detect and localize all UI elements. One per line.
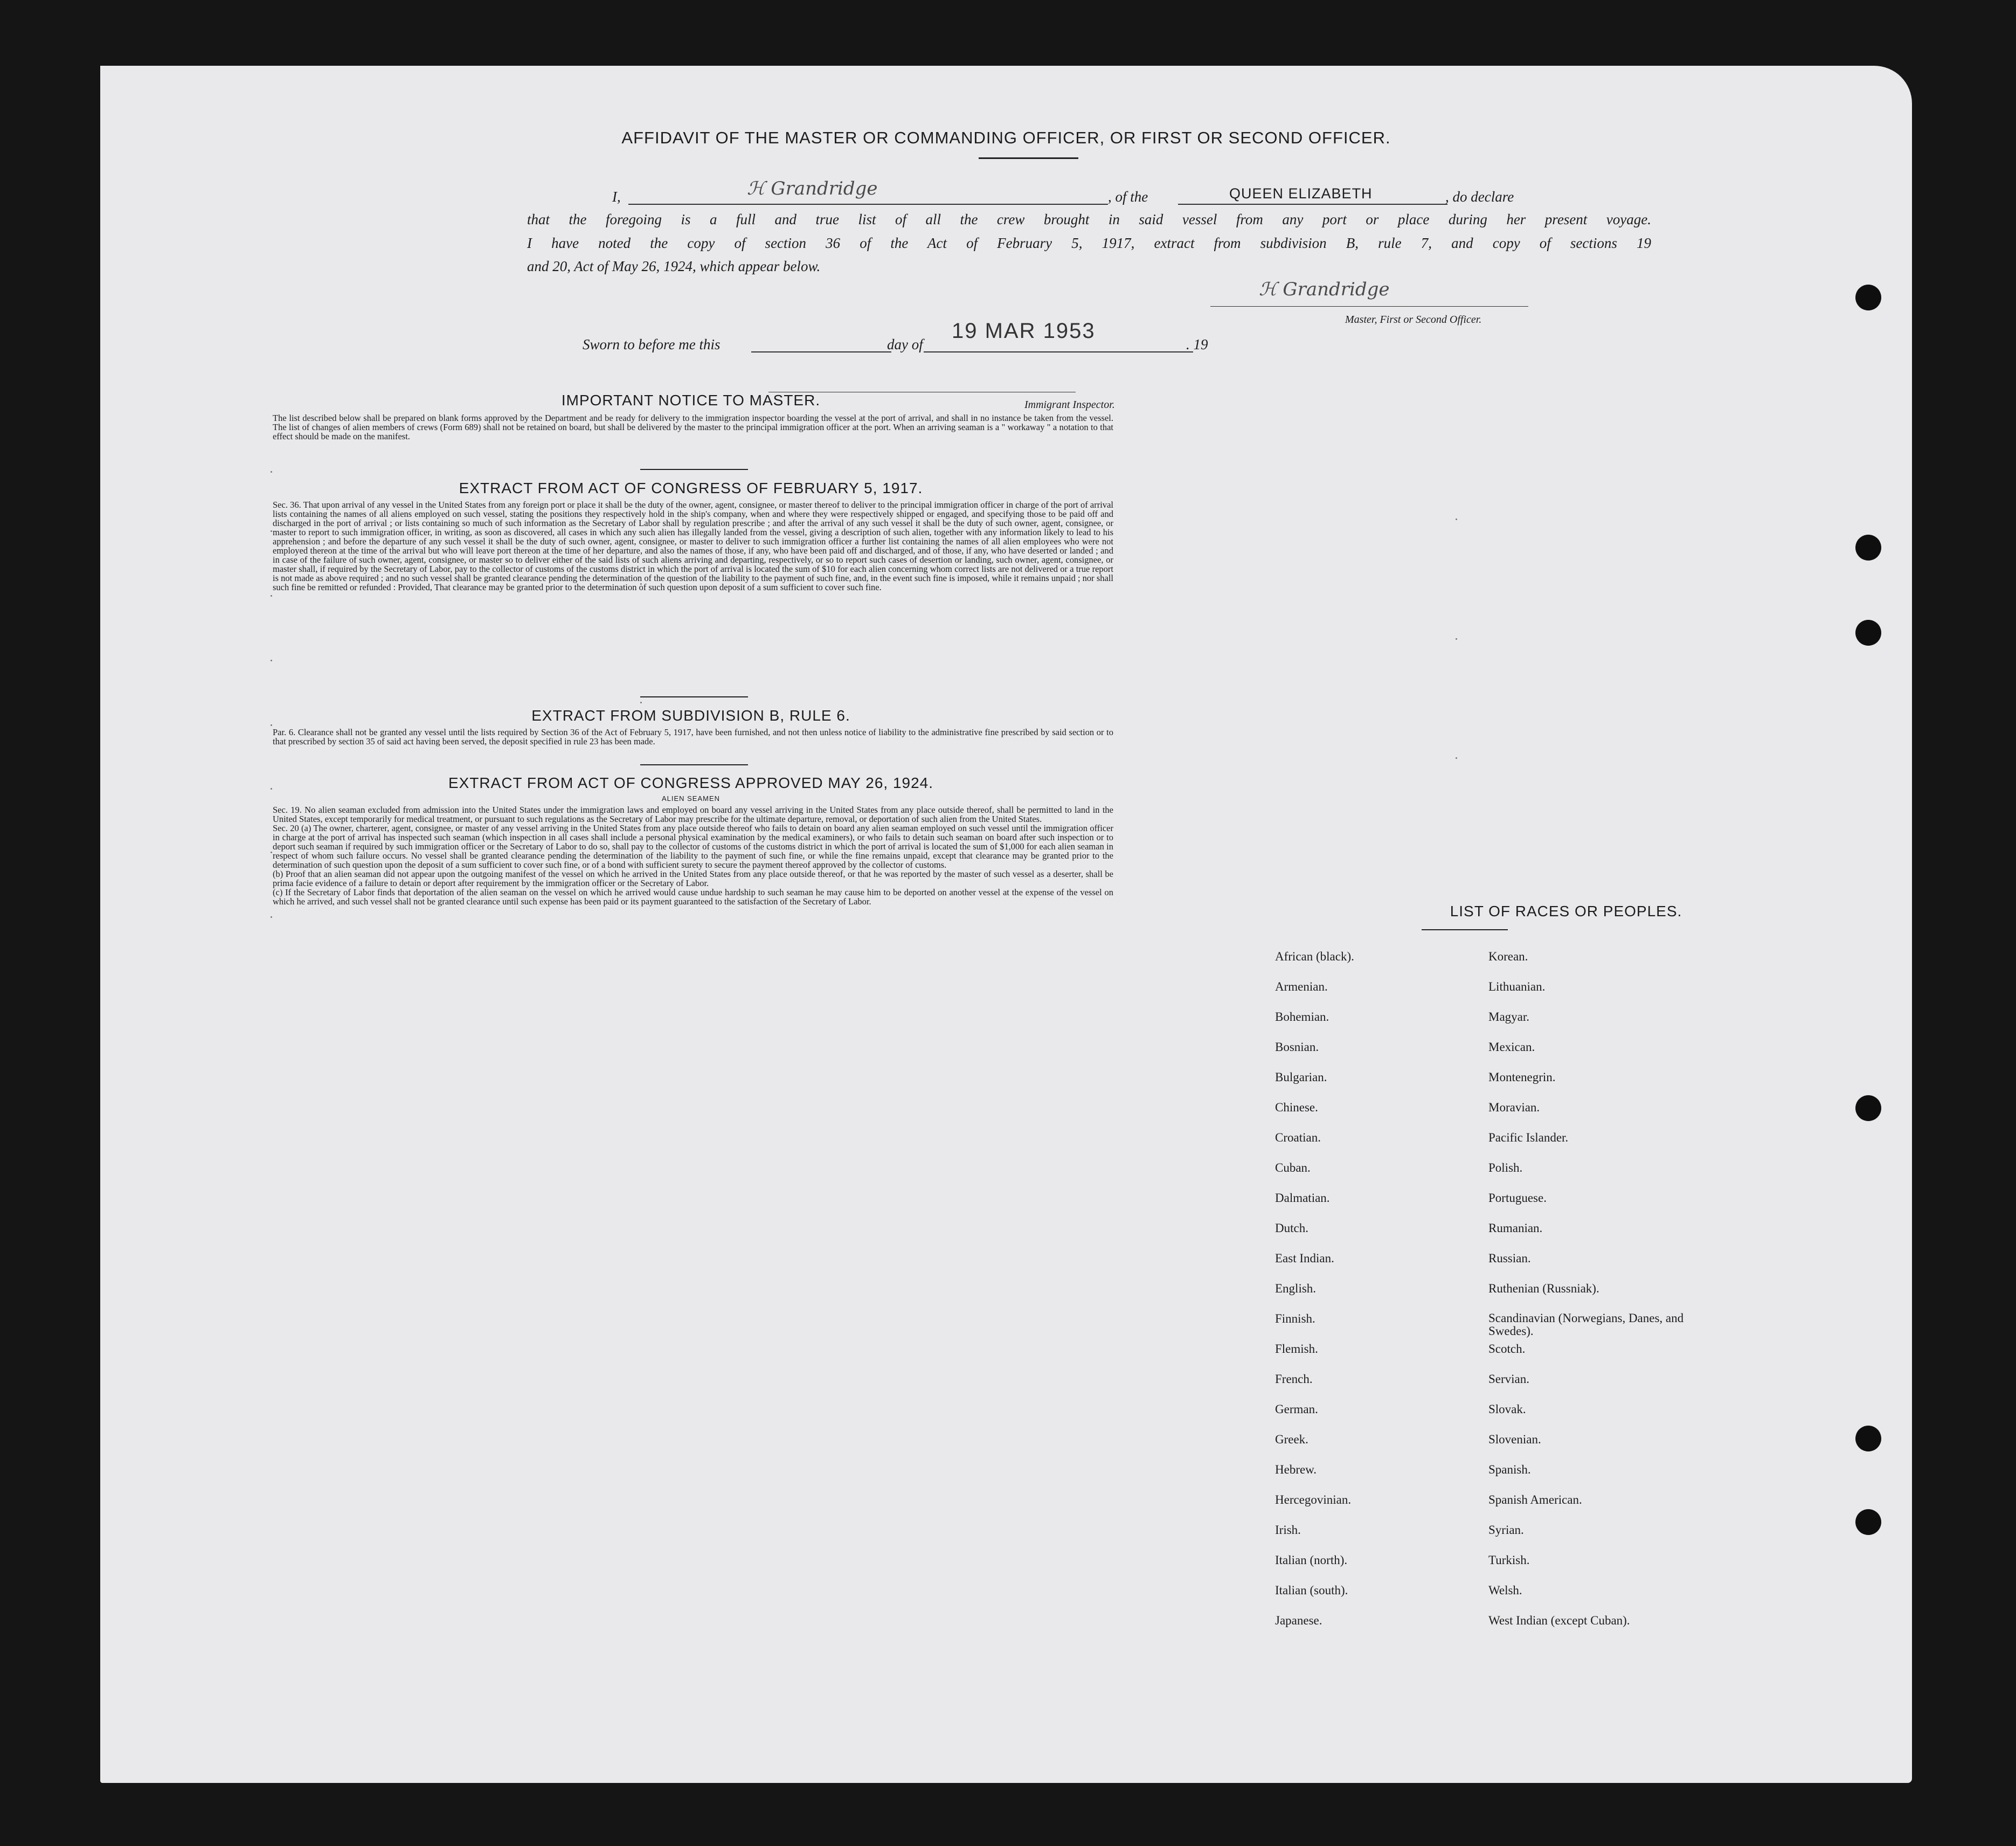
race-item: Bulgarian. <box>1275 1070 1327 1084</box>
race-item: Servian. <box>1488 1372 1530 1386</box>
race-item: Welsh. <box>1488 1584 1522 1597</box>
race-item: Russian. <box>1488 1252 1531 1265</box>
race-item: Mexican. <box>1488 1040 1535 1054</box>
race-item: Chinese. <box>1275 1101 1318 1114</box>
binder-hole <box>1855 1095 1881 1121</box>
race-item: Finnish. <box>1275 1312 1315 1325</box>
alien-seamen-subheading: ALIEN SEAMEN <box>661 794 721 803</box>
i-label: I, <box>612 189 621 205</box>
race-item: Dalmatian. <box>1275 1191 1330 1205</box>
declaration-line-2: I have noted the copy of section 36 of the Act of February 5, 1917, extract from subdivision B, rule 7, and copy of sections 19 <box>527 235 1651 251</box>
binder-hole <box>1855 1509 1881 1535</box>
divider <box>640 469 748 470</box>
do-declare-label: , do declare <box>1445 189 1514 205</box>
race-item: Scandinavian (Norwegians, Danes, and Swedes). <box>1488 1311 1684 1338</box>
race-item: Slovak. <box>1488 1402 1526 1416</box>
race-item: Armenian. <box>1275 980 1328 993</box>
divider <box>1422 929 1508 930</box>
extract-1917-text: Sec. 36. That upon arrival of any vessel in the United States from any foreign port or place it shall be the duty of the owner, agent, consignee, or master thereof to deliver to the principal immigration officer in charge of the port of arrival lists containing the names of all aliens employed on such vessel, stating the positions they respectively hold in the ship's company, when and where they were respectively shipped or engaged, and specifying those to be paid off and discharged in the port of arrival ; or lists containing so much of such information as the Secretary of Labor shall by regulation prescribe ; and after the arrival of any such vessel it shall be the duty of such owner, agent, consignee, or master to report to such immigration officer, in writing, as soon as discovered, all cases in which any such alien has illegally landed from the vessel, giving a description of such alien, together with any information likely to lead to his apprehension ; and before the departure of any such vessel it shall be the duty of such owner, agent, consignee, or master to deliver to such immigration officer a further list containing the names of all alien employees who were not employed thereon at the time of the arrival but who will leave port thereon at the time of her departure, and also the names of those, if any, who have been paid off and discharged, and of those, if any, who have deserted or landed ; and in case of the failure of such owner, agent, consignee, or master so to deliver either of the said lists of such aliens arriving and departing, respectively, or so to report such cases of desertion or landing, such owner, agent, consignee, or master shall, if required by the Secretary of Labor, pay to the collector of customs of the customs district in which the port of arrival is located the sum of $10 for each alien concerning whom correct lists are not delivered or a true report is not made as above required ; and no such vessel shall be granted clearance pending the determination of the question of the liability to the payment of such fine, and, in the event such fine is imposed, while it remains unpaid ; nor shall such fine be remitted or refunded : Provided, That clearance may be granted prior to the determination of such question upon deposit of a sum sufficient to cover such fine. <box>273 500 1113 592</box>
race-item: French. <box>1275 1372 1313 1386</box>
races-heading: LIST OF RACES OR PEOPLES. <box>1450 903 1682 919</box>
race-item: Magyar. <box>1488 1010 1530 1024</box>
heading-rule <box>979 157 1078 159</box>
sec19-text: Sec. 19. No alien seaman excluded from admission into the United States under the immigration laws and employed on board any vessel arriving in the United States from any place outside thereof, shall be permitted to land in the United States, except temporarily for medical treatment, or pursuant to such regulations as the Secretary of Labor may prescribe for the ultimate departure, removal, or deportation of such alien from the United States. <box>273 805 1113 824</box>
divider <box>640 764 748 765</box>
binder-hole <box>1855 620 1881 646</box>
extract-1924-sections <box>273 805 1113 906</box>
race-item: Croatian. <box>1275 1131 1321 1144</box>
extract-1917-heading: EXTRACT FROM ACT OF CONGRESS OF FEBRUARY 5, 1917. <box>459 480 923 496</box>
sec20b-text: (b) Proof that an alien seaman did not appear upon the outgoing manifest of the vessel on which he arrived in the United States from any place outside thereof, or that he was reported by the master of such vessel as a deserter, shall be prima facie evidence of a failure to detain or deport after requirement by the immigration officer or the Secretary of Labor. <box>273 869 1113 888</box>
inspector-caption: Immigrant Inspector. <box>1024 399 1115 411</box>
master-signature: ℋ Grandridge <box>1259 279 1390 300</box>
date-stamp: 19 MAR 1953 <box>952 319 1096 343</box>
race-item: Italian (north). <box>1275 1553 1348 1567</box>
race-item: Rumanian. <box>1488 1221 1543 1235</box>
sec20c-text: (c) If the Secretary of Labor finds that deportation of the alien seaman on the vessel on which he arrived would cause undue hardship to such seaman he may cause him to be deported on another vessel at the expense of the vessel on which he arrived, and such vessel shall not be granted clearance until such expense has been paid or its payment guaranteed to the satisfaction of the Secretary of Labor. <box>273 887 1113 907</box>
signature-line <box>1210 306 1528 307</box>
sworn-day-line <box>751 351 891 352</box>
master-caption: Master, First or Second Officer. <box>1345 314 1482 326</box>
affidavit-heading: AFFIDAVIT OF THE MASTER OR COMMANDING OFFICER, OR FIRST OR SECOND OFFICER. <box>621 128 1391 147</box>
binder-hole <box>1855 1426 1881 1451</box>
race-item: West Indian (except Cuban). <box>1488 1614 1630 1627</box>
race-item: Montenegrin. <box>1488 1070 1556 1084</box>
race-item: Korean. <box>1488 950 1528 963</box>
binder-hole <box>1855 535 1881 561</box>
race-item: Dutch. <box>1275 1221 1308 1235</box>
vessel-name: QUEEN ELIZABETH <box>1229 185 1373 202</box>
races-left-column <box>1275 950 1480 1644</box>
day-of-label: day of <box>887 336 923 352</box>
year-prefix: . 19 <box>1186 336 1208 352</box>
race-item: Scotch. <box>1488 1342 1526 1356</box>
race-item: Turkish. <box>1488 1553 1530 1567</box>
race-item: East Indian. <box>1275 1252 1334 1265</box>
races-right-column <box>1488 950 1715 1644</box>
race-item: Bohemian. <box>1275 1010 1329 1024</box>
extract-rule6-text: Par. 6. Clearance shall not be granted any vessel until the lists required by Section 36 of the Act of February 5, 1917, have been furnished, and not then unless notice of liability to the administrative fine prescribed by said section or to that prescribed by section 35 of said act having been served, the deposit specified in rule 23 has been made. <box>273 727 1113 746</box>
name-field-line <box>628 204 1108 205</box>
race-item: Spanish American. <box>1488 1493 1582 1506</box>
race-item: English. <box>1275 1282 1317 1295</box>
declaration-line-3: and 20, Act of May 26, 1924, which appear below. <box>527 258 821 274</box>
race-item: African (black). <box>1275 950 1354 963</box>
notice-heading: IMPORTANT NOTICE TO MASTER. <box>561 392 821 409</box>
sec20a-text: Sec. 20 (a) The owner, charterer, agent, consignee, or master of any vessel arriving in the United States from any place outside thereof who fails to detain on board any alien seaman employed on such vessel until the immigration officer in charge at the port of arrival has inspected such seaman (which inspection in all cases shall include a personal physical examination by the medical examiners), or who fails to detain such seaman on board after such inspection or to deport such seaman if required by such immigration officer or the Secretary of Labor to do so, shall pay to the collector of customs of the customs district in which the port of arrival is located the sum of $1,000 for each alien seaman in respect of whom such failure occurs. No vessel shall be granted clearance pending the determination of the liability to the payment of such fine, or while the fine remains unpaid, except that clearance may be granted prior to the determination of such question upon the deposit of a sum sufficient to cover such fine, or of a bond with sufficient surety to secure the payment thereof approved by the collector of customs. <box>273 823 1113 870</box>
race-item: Pacific Islander. <box>1488 1131 1569 1144</box>
race-item: Bosnian. <box>1275 1040 1319 1054</box>
divider <box>640 696 748 697</box>
race-item: Portuguese. <box>1488 1191 1547 1205</box>
race-item: Japanese. <box>1275 1614 1322 1627</box>
extract-1924-heading: EXTRACT FROM ACT OF CONGRESS APPROVED MAY 26, 1924. <box>448 775 934 791</box>
race-item: Flemish. <box>1275 1342 1318 1356</box>
race-item: Hercegovinian. <box>1275 1493 1352 1506</box>
race-item: Italian (south). <box>1275 1584 1348 1597</box>
race-item: Cuban. <box>1275 1161 1311 1174</box>
sworn-month-line <box>924 351 1193 352</box>
sworn-label: Sworn to before me this <box>583 336 721 352</box>
race-item: Ruthenian (Russniak). <box>1488 1282 1599 1295</box>
handwritten-name: ℋ Grandridge <box>747 178 878 199</box>
race-item: Slovenian. <box>1488 1433 1541 1446</box>
race-item: German. <box>1275 1402 1318 1416</box>
declaration-line-1: that the foregoing is a full and true list of all the crew brought in said vessel from any port or place during her present voyage. <box>527 211 1651 227</box>
notice-text: The list described below shall be prepared on blank forms approved by the Department and be ready for delivery to the immigration inspector boarding the vessel at the port of arrival, and shall in no instance be taken from the vessel. The list of changes of alien members of crews (Form 689) shall not be retained on board, but shall be delivered by the master to the principal immigration officer at the port. When an arriving seaman is a " workaway " a notation to that effect should be made on the manifest. <box>273 413 1113 441</box>
binder-hole <box>1855 285 1881 310</box>
race-item: Polish. <box>1488 1161 1523 1174</box>
race-item: Greek. <box>1275 1433 1308 1446</box>
race-item: Syrian. <box>1488 1523 1524 1537</box>
race-item: Moravian. <box>1488 1101 1540 1114</box>
race-item: Lithuanian. <box>1488 980 1546 993</box>
race-item: Irish. <box>1275 1523 1301 1537</box>
document-page <box>100 66 1912 1783</box>
extract-rule6-heading: EXTRACT FROM SUBDIVISION B, RULE 6. <box>531 707 850 724</box>
vessel-field-line <box>1178 204 1447 205</box>
race-item: Hebrew. <box>1275 1463 1317 1476</box>
of-the-label: , of the <box>1108 189 1148 205</box>
race-item: Spanish. <box>1488 1463 1531 1476</box>
